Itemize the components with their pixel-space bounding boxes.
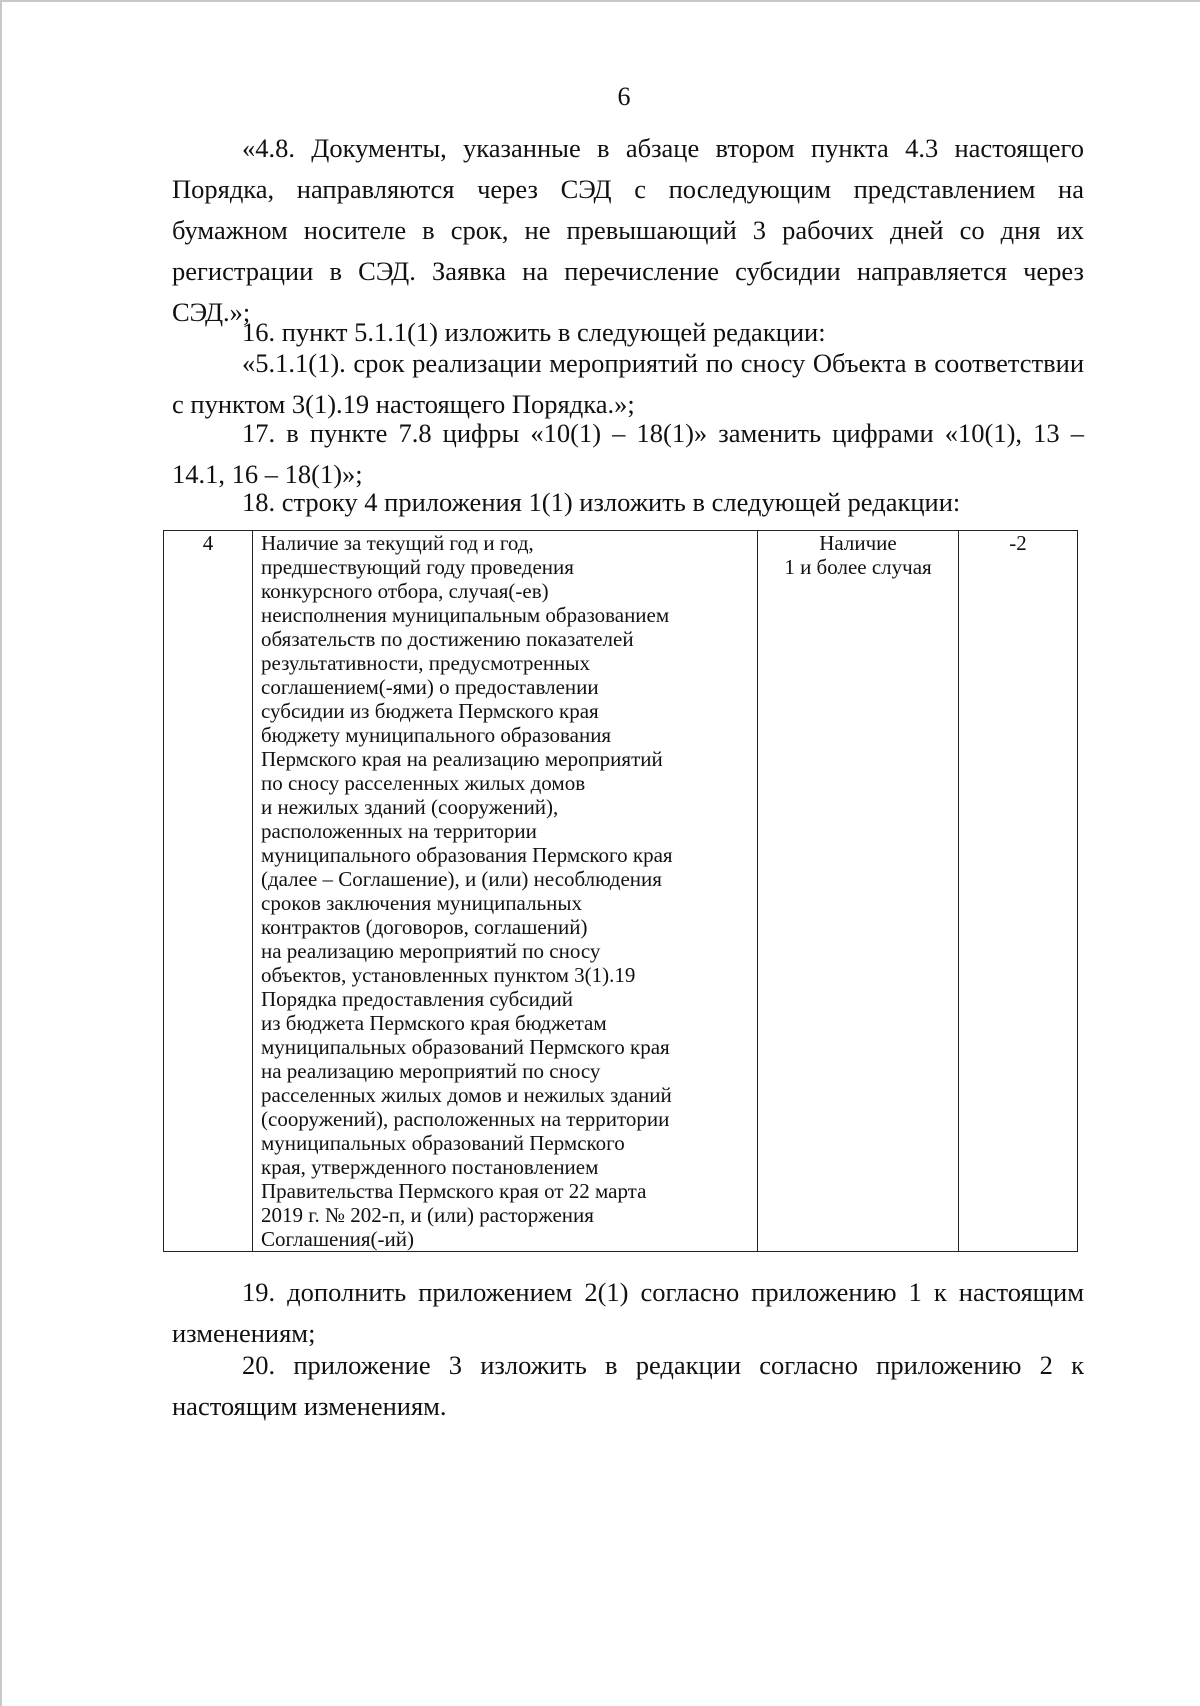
paragraph-text: 16. пункт 5.1.1(1) изложить в следующей редакции: [242, 317, 826, 347]
scan-edge-left [0, 0, 2, 1706]
criterion-cell: Наличие за текущий год и год, предшествующий году проведения конкурсного отбора, случая(-ев) неисполнения муниципальным образованием обязательств по достижению показателей результативности, предусмотренных соглашением(-ями) о предоставлении субсидии из бюджета Пермского края бюджету муниципального образования Пермского края на реализацию мероприятий по сносу расселенных жилых домов и нежилых зданий (сооружений), расположенных на территории муниципального образования Пермского края (далее – Соглашение), и (или) несоблюдения сроков заключения муниципальных контрактов (договоров, соглашений) на реализацию мероприятий по сносу объектов, установленных пунктом 3(1).19 Порядка предоставления субсидий из бюджета Пермского края бюджетам муниципальных образований Пермского края на реализацию мероприятий по сносу расселенных жилых домов и нежилых зданий (сооружений), расположенных на территории муниципальных образований Пермского края, утвержденного постановлением Правительства Пермского края от 22 марта 2019 г. № 202-п, и (или) расторжения Соглашения(-ий) [253, 531, 758, 1252]
criteria-table [163, 530, 1078, 1252]
paragraph-text: «4.8. Документы, указанные в абзаце втором пункта 4.3 настоящего Порядка, направляются через СЭД с последующим представлением на бумажном носителе в срок, не превышающий 3 рабочих дней со дня их регистрации в СЭД. Заявка на перечисление субсидии направляется через СЭД.»; [172, 133, 1084, 327]
paragraph-4-8 [172, 128, 1084, 333]
paragraph-19 [172, 1272, 1084, 1354]
scan-edge-top [0, 0, 1200, 2]
paragraph-text: «5.1.1(1). срок реализации мероприятий по сносу Объекта в соответствии с пунктом 3(1).19 настоящего Порядка.»; [172, 348, 1084, 419]
paragraph-18 [172, 482, 1084, 523]
paragraph-text: 18. строку 4 приложения 1(1) изложить в следующей редакции: [242, 487, 961, 517]
paragraph-text: 20. приложение 3 изложить в редакции согласно приложению 2 к настоящим изменениям. [172, 1350, 1084, 1421]
score-cell: -2 [959, 531, 1078, 1252]
paragraph-20 [172, 1345, 1084, 1427]
row-number-cell: 4 [164, 531, 253, 1252]
paragraph-text: 17. в пункте 7.8 цифры «10(1) – 18(1)» заменить цифрами «10(1), 13 – 14.1, 16 – 18(1)»; [172, 418, 1084, 489]
table-row [164, 531, 1078, 1252]
paragraph-text: 19. дополнить приложением 2(1) согласно приложению 1 к настоящим изменениям; [172, 1277, 1084, 1348]
page-number: 6 [617, 82, 631, 111]
condition-cell: Наличие 1 и более случая [758, 531, 959, 1252]
